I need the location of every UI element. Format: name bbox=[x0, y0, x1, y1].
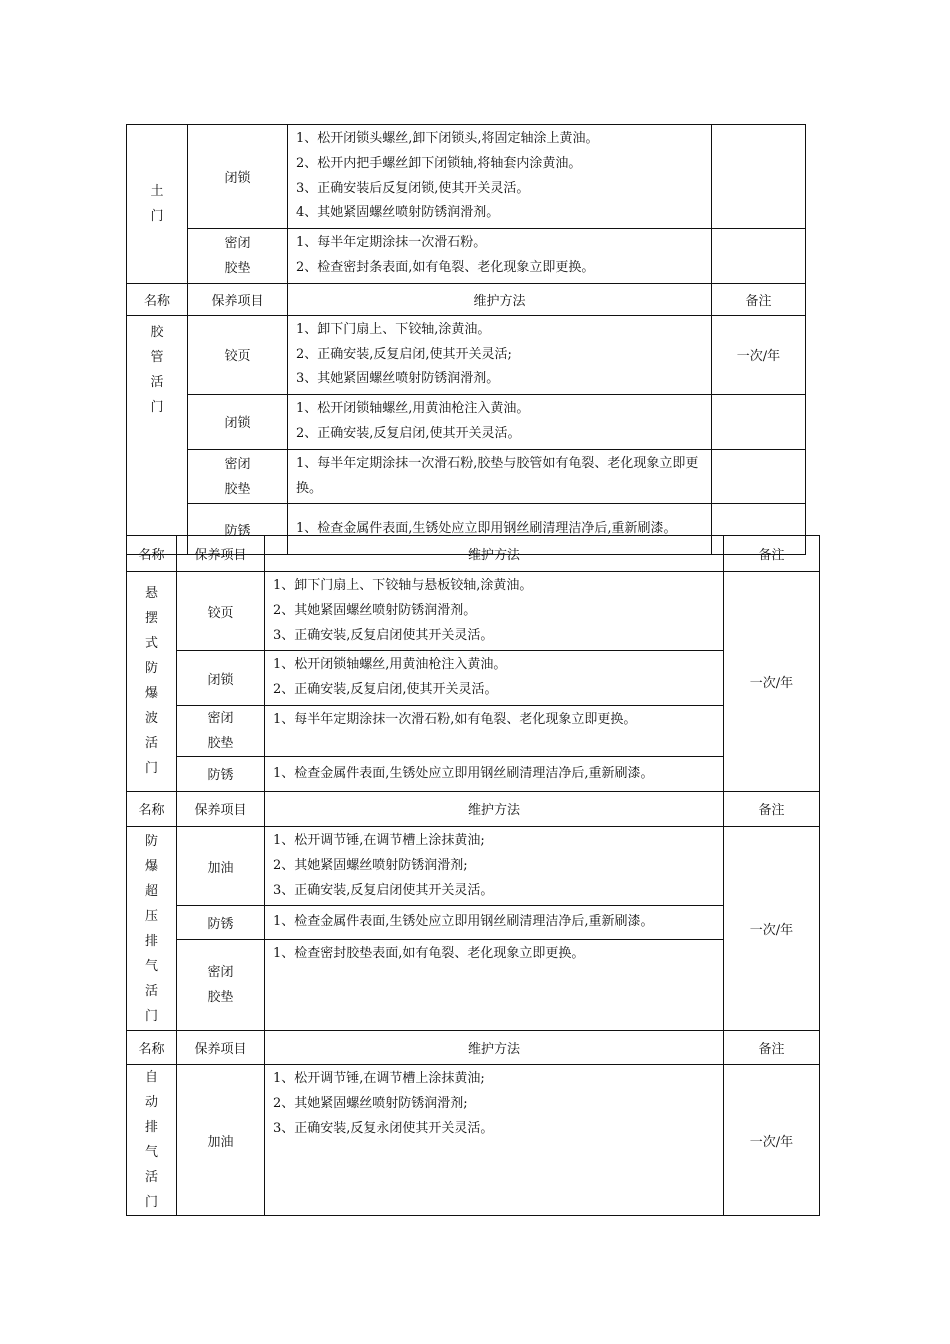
header-method: 维护方法 bbox=[265, 536, 724, 572]
header-note: 备注 bbox=[724, 1031, 820, 1065]
table-row bbox=[127, 826, 820, 905]
header-method: 维护方法 bbox=[265, 1031, 724, 1065]
header-item: 保养项目 bbox=[177, 536, 265, 572]
note-cell: 一次/年 bbox=[724, 826, 820, 1030]
header-name: 名称 bbox=[127, 283, 188, 315]
maintenance-steps: 1、卸下门扇上、下铰轴,涂黄油。 2、正确安装,反复启闭,使其开关灵活; 3、其她紧固螺丝喷射防锈润滑剂。 bbox=[288, 315, 712, 394]
maintenance-table-lower bbox=[126, 535, 820, 1216]
table-header-row bbox=[127, 791, 820, 826]
maintenance-steps: 1、检查金属件表面,生锈处应立即用钢丝刷清理洁净后,重新刷漆。 bbox=[288, 504, 712, 555]
header-note: 备注 bbox=[724, 536, 820, 572]
note-cell: 一次/年 bbox=[724, 572, 820, 792]
table-row bbox=[127, 395, 806, 450]
table-row bbox=[127, 1065, 820, 1216]
maintenance-steps: 1、松开调节锤,在调节槽上涂抹黄油; 2、其她紧固螺丝喷射防锈润滑剂; 3、正确安装,反复永闭使其开关灵活。 bbox=[265, 1065, 724, 1216]
header-method: 维护方法 bbox=[265, 791, 724, 826]
maintenance-steps: 1、每半年定期涂抹一次滑石粉,如有龟裂、老化现象立即更换。 bbox=[265, 705, 724, 756]
note-cell: 一次/年 bbox=[724, 1065, 820, 1216]
maintenance-item: 密闭 胶垫 bbox=[177, 940, 265, 1031]
maintenance-item: 铰页 bbox=[188, 315, 288, 394]
table-header-row bbox=[127, 536, 820, 572]
header-item: 保养项目 bbox=[177, 1031, 265, 1065]
maintenance-steps: 1、每半年定期涂抹一次滑石粉,胶垫与胶管如有龟裂、老化现象立即更换。 bbox=[288, 449, 712, 504]
table-row bbox=[127, 449, 806, 504]
header-note: 备注 bbox=[724, 791, 820, 826]
header-note: 备注 bbox=[712, 283, 806, 315]
maintenance-item: 防锈 bbox=[188, 504, 288, 555]
table-row bbox=[127, 906, 820, 940]
maintenance-steps: 1、松开闭锁轴螺丝,用黄油枪注入黄油。 2、正确安装,反复启闭,使其开关灵活。 bbox=[288, 395, 712, 450]
note-cell: 一次/年 bbox=[712, 315, 806, 394]
table-row bbox=[127, 651, 820, 706]
equipment-name-cell: 自 动 排 气 活 门 bbox=[127, 1065, 177, 1216]
note-cell bbox=[712, 125, 806, 229]
maintenance-item: 防锈 bbox=[177, 756, 265, 791]
maintenance-steps: 1、每半年定期涂抹一次滑石粉。 2、检查密封条表面,如有龟裂、老化现象立即更换。 bbox=[288, 229, 712, 284]
maintenance-steps: 1、松开调节锤,在调节槽上涂抹黄油; 2、其她紧固螺丝喷射防锈润滑剂; 3、正确安装,反复启闭使其开关灵活。 bbox=[265, 826, 724, 905]
maintenance-table-upper bbox=[126, 124, 806, 555]
header-item: 保养项目 bbox=[177, 791, 265, 826]
header-name: 名称 bbox=[127, 536, 177, 572]
header-method: 维护方法 bbox=[288, 283, 712, 315]
table-header-row bbox=[127, 1031, 820, 1065]
equipment-name-cell: 悬 摆 式 防 爆 波 活 门 bbox=[127, 572, 177, 792]
header-name: 名称 bbox=[127, 1031, 177, 1065]
header-name: 名称 bbox=[127, 791, 177, 826]
maintenance-item: 密闭 胶垫 bbox=[188, 229, 288, 284]
table-row bbox=[127, 705, 820, 756]
note-cell bbox=[712, 395, 806, 450]
maintenance-item: 闭锁 bbox=[188, 395, 288, 450]
maintenance-item: 加油 bbox=[177, 826, 265, 905]
maintenance-steps: 1、松开闭锁头螺丝,卸下闭锁头,将固定轴涂上黄油。 2、松开内把手螺丝卸下闭锁轴,将轴套内涂黄油。 3、正确安装后反复闭锁,使其开关灵活。 4、其她紧固螺丝喷射防锈润滑剂。 bbox=[288, 125, 712, 229]
maintenance-item: 闭锁 bbox=[177, 651, 265, 706]
maintenance-item: 密闭 胶垫 bbox=[177, 705, 265, 756]
header-item: 保养项目 bbox=[188, 283, 288, 315]
table-row bbox=[127, 572, 820, 651]
maintenance-steps: 1、卸下门扇上、下铰轴与悬板铰轴,涂黄油。 2、其她紧固螺丝喷射防锈润滑剂。 3、正确安装,反复启闭使其开关灵活。 bbox=[265, 572, 724, 651]
equipment-name-cell: 土 门 bbox=[127, 125, 188, 284]
maintenance-item: 铰页 bbox=[177, 572, 265, 651]
maintenance-steps: 1、松开闭锁轴螺丝,用黄油枪注入黄油。 2、正确安装,反复启闭,使其开关灵活。 bbox=[265, 651, 724, 706]
equipment-name-cell: 胶 管 活 门 bbox=[127, 315, 188, 555]
table-row bbox=[127, 125, 806, 229]
note-cell bbox=[712, 229, 806, 284]
maintenance-item: 加油 bbox=[177, 1065, 265, 1216]
table-row bbox=[127, 756, 820, 791]
table-row bbox=[127, 940, 820, 1031]
maintenance-steps: 1、检查金属件表面,生锈处应立即用钢丝刷清理洁净后,重新刷漆。 bbox=[265, 906, 724, 940]
table-row bbox=[127, 315, 806, 394]
maintenance-item: 闭锁 bbox=[188, 125, 288, 229]
table-row bbox=[127, 229, 806, 284]
note-cell bbox=[712, 449, 806, 504]
maintenance-item: 防锈 bbox=[177, 906, 265, 940]
maintenance-steps: 1、检查密封胶垫表面,如有龟裂、老化现象立即更换。 bbox=[265, 940, 724, 1031]
equipment-name-cell: 防 爆 超 压 排 气 活 门 bbox=[127, 826, 177, 1030]
maintenance-item: 密闭 胶垫 bbox=[188, 449, 288, 504]
table-header-row bbox=[127, 283, 806, 315]
equipment-name: 土 bbox=[150, 183, 164, 199]
maintenance-steps: 1、检查金属件表面,生锈处应立即用钢丝刷清理洁净后,重新刷漆。 bbox=[265, 756, 724, 791]
